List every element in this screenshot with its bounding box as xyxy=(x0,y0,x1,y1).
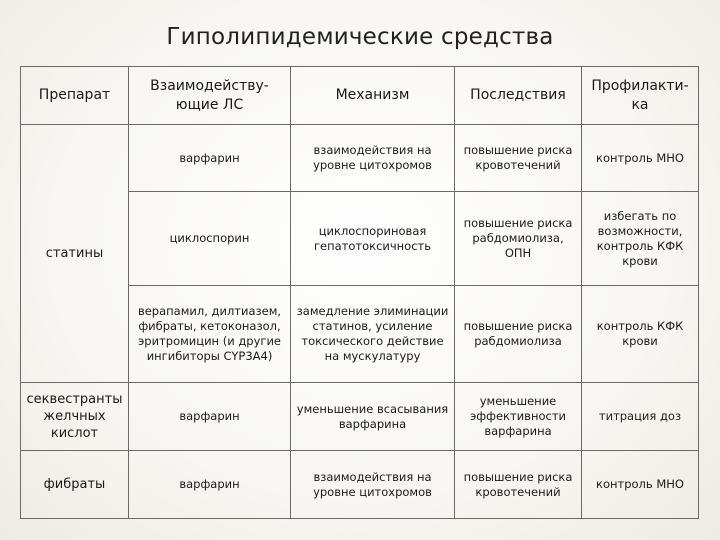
cell-prevention: контроль КФК крови xyxy=(582,286,699,383)
cell-mechanism: взаимодействия на уровне цитохромов xyxy=(291,451,455,519)
cell-consequences: уменьшение эффективности варфарина xyxy=(455,383,582,451)
table-row xyxy=(21,383,699,451)
header-mechanism: Механизм xyxy=(291,67,455,125)
table-row xyxy=(21,451,699,519)
group-statins: статины xyxy=(21,125,129,383)
cell-consequences: повышение риска кровотечений xyxy=(455,125,582,192)
cell-mechanism: замедление элиминации статинов, усиление токсического действие на мускулатуру xyxy=(291,286,455,383)
page-title: Гиполипидемические средства xyxy=(166,24,554,50)
cell-prevention: контроль МНО xyxy=(582,125,699,192)
table-header-row xyxy=(21,67,699,125)
header-interacting-drugs: Взаимодейству-ющие ЛС xyxy=(129,67,291,125)
cell-consequences: повышение риска кровотечений xyxy=(455,451,582,519)
cell-consequences: повышение риска рабдомиолиза, ОПН xyxy=(455,192,582,286)
cell-prevention: контроль МНО xyxy=(582,451,699,519)
group-bile-acid-sequestrants: секвестранты желчных кислот xyxy=(21,383,129,451)
cell-mechanism: уменьшение всасывания варфарина xyxy=(291,383,455,451)
table-row xyxy=(21,125,699,192)
drug-interactions-table xyxy=(20,66,699,519)
header-consequences: Последствия xyxy=(455,67,582,125)
cell-prevention: титрация доз xyxy=(582,383,699,451)
cell-consequences: повышение риска рабдомиолиза xyxy=(455,286,582,383)
cell-prevention: избегать по возможности, контроль КФК крови xyxy=(582,192,699,286)
cell-interacting: варфарин xyxy=(129,451,291,519)
header-prevention: Профилакти-ка xyxy=(582,67,699,125)
cell-interacting: верапамил, дилтиазем, фибраты, кетоконазол, эритромицин (и другие ингибиторы CYP3A4) xyxy=(129,286,291,383)
cell-interacting: циклоспорин xyxy=(129,192,291,286)
cell-mechanism: взаимодействия на уровне цитохромов xyxy=(291,125,455,192)
cell-mechanism: циклоспориновая гепатотоксичность xyxy=(291,192,455,286)
cell-interacting: варфарин xyxy=(129,383,291,451)
cell-interacting: варфарин xyxy=(129,125,291,192)
group-fibrates: фибраты xyxy=(21,451,129,519)
header-drug: Препарат xyxy=(21,67,129,125)
